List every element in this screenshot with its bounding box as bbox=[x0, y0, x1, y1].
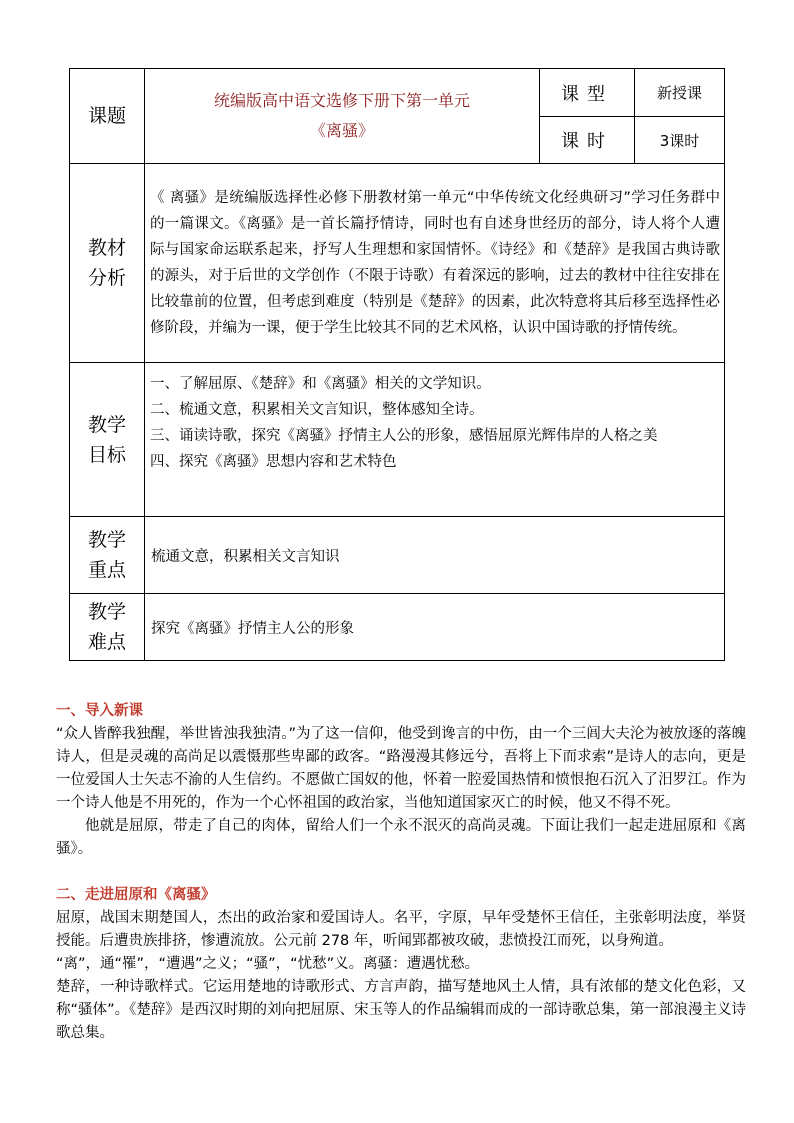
goal-item: 二、梳通文意，积累相关文言知识，整体感知全诗。 bbox=[150, 402, 484, 418]
analysis-label: 教材 分析 bbox=[70, 164, 145, 363]
kexing-value: 新授课 bbox=[635, 69, 725, 117]
keshi-value: 3课时 bbox=[635, 117, 725, 164]
keshi-label: 课时 bbox=[540, 117, 635, 164]
difficulty-label: 教学 难点 bbox=[70, 594, 145, 661]
chuci-paragraph: 楚辞，一种诗歌样式。它运用楚地的诗歌形式、方言声韵，描写楚地风土人情，具有浓郁的楚文化色彩，又称“骚体”。《楚辞》是西汉时期的刘向把屈原、宋玉等人的作品编辑而成的一部诗歌总集，第一部浪漫主义诗歌总集。 bbox=[56, 979, 746, 1041]
keypoint-text: 梳通文意，积累相关文言知识 bbox=[145, 517, 725, 594]
difficulty-text: 探究《离骚》抒情主人公的形象 bbox=[145, 594, 725, 661]
keypoint-label: 教学 重点 bbox=[70, 517, 145, 594]
goal-item: 三、诵读诗歌，探究《离骚》抒情主人公的形象，感悟屈原光辉伟岸的人格之美 bbox=[150, 428, 658, 444]
keti-label: 课题 bbox=[70, 69, 145, 164]
analysis-text: 《 离骚》是统编版选择性必修下册教材第一单元“中华传统文化经典研习”学习任务群中的一篇课文。《离骚》是一首长篇抒情诗，同时也有自述身世经历的部分，诗人将个人遭际与国家命运联系起来，抒写人生理想和家国情怀。《诗经》和《楚辞》是我国古典诗歌的源头，对于后世的文学创作（不限于诗歌）有着深远的影响，过去的教材中往往安排在比较靠前的位置，但考虑到难度（特别是《楚辞》的因素，此次特意将其后移至选择性必修阶段，并编为一课，便于学生比较其不同的艺术风格，认识中国诗歌的抒情传统。 bbox=[145, 164, 725, 363]
quyuan-section bbox=[56, 884, 746, 1045]
goal-item: 一、了解屈原、《楚辞》和《离骚》相关的文学知识。 bbox=[150, 376, 491, 392]
intro-section bbox=[56, 700, 746, 861]
goals-label: 教学 目标 bbox=[70, 363, 145, 517]
kexing-label: 课型 bbox=[540, 69, 635, 117]
lisao-meaning-paragraph: “离”，通“罹”，“遭遇”之义；“骚”，“忧愁”义。离骚：遭遇忧愁。 bbox=[56, 956, 480, 972]
lesson-title-cell bbox=[145, 69, 540, 164]
lesson-title-line2: 《离骚》 bbox=[309, 121, 374, 140]
quyuan-paragraph: 屈原，战国末期楚国人，杰出的政治家和爱国诗人。名平，字原，早年受楚怀王信任，主张彰明法度，举贤授能。后遭贵族排挤，惨遭流放。公元前 278 年，听闻郢都被攻破，悲愤投江而死，以身殉道。 bbox=[56, 910, 746, 949]
intro-paragraph: 他就是屈原，带走了自己的肉体，留给人们一个永不泯灭的高尚灵魂。下面让我们一起走进屈原和《离骚》。 bbox=[56, 818, 746, 857]
intro-heading: 一、导入新课 bbox=[56, 703, 143, 719]
quyuan-heading: 二、走进屈原和《离骚》 bbox=[56, 887, 216, 903]
lesson-plan-table bbox=[69, 68, 725, 661]
goals-list bbox=[145, 363, 725, 517]
intro-paragraph: “众人皆醉我独醒，举世皆浊我独清。”为了这一信仰，他受到谗言的中伤，由一个三闾大夫沦为被放逐的落魄诗人，但是灵魂的高尚足以震慑那些卑鄙的政客。“路漫漫其修远兮，吾将上下而求索”是诗人的志向，更是一位爱国人士矢志不渝的人生信约。不愿做亡国奴的他，怀着一腔爱国热情和愤恨抱石沉入了汨罗江。作为一个诗人他是不用死的，作为一个心怀祖国的政治家，当他知道国家灭亡的时候，他又不得不死。 bbox=[56, 726, 746, 811]
lesson-title-line1: 统编版高中语文选修下册下第一单元 bbox=[213, 91, 470, 110]
goal-item: 四、探究《离骚》思想内容和艺术特色 bbox=[150, 454, 397, 470]
